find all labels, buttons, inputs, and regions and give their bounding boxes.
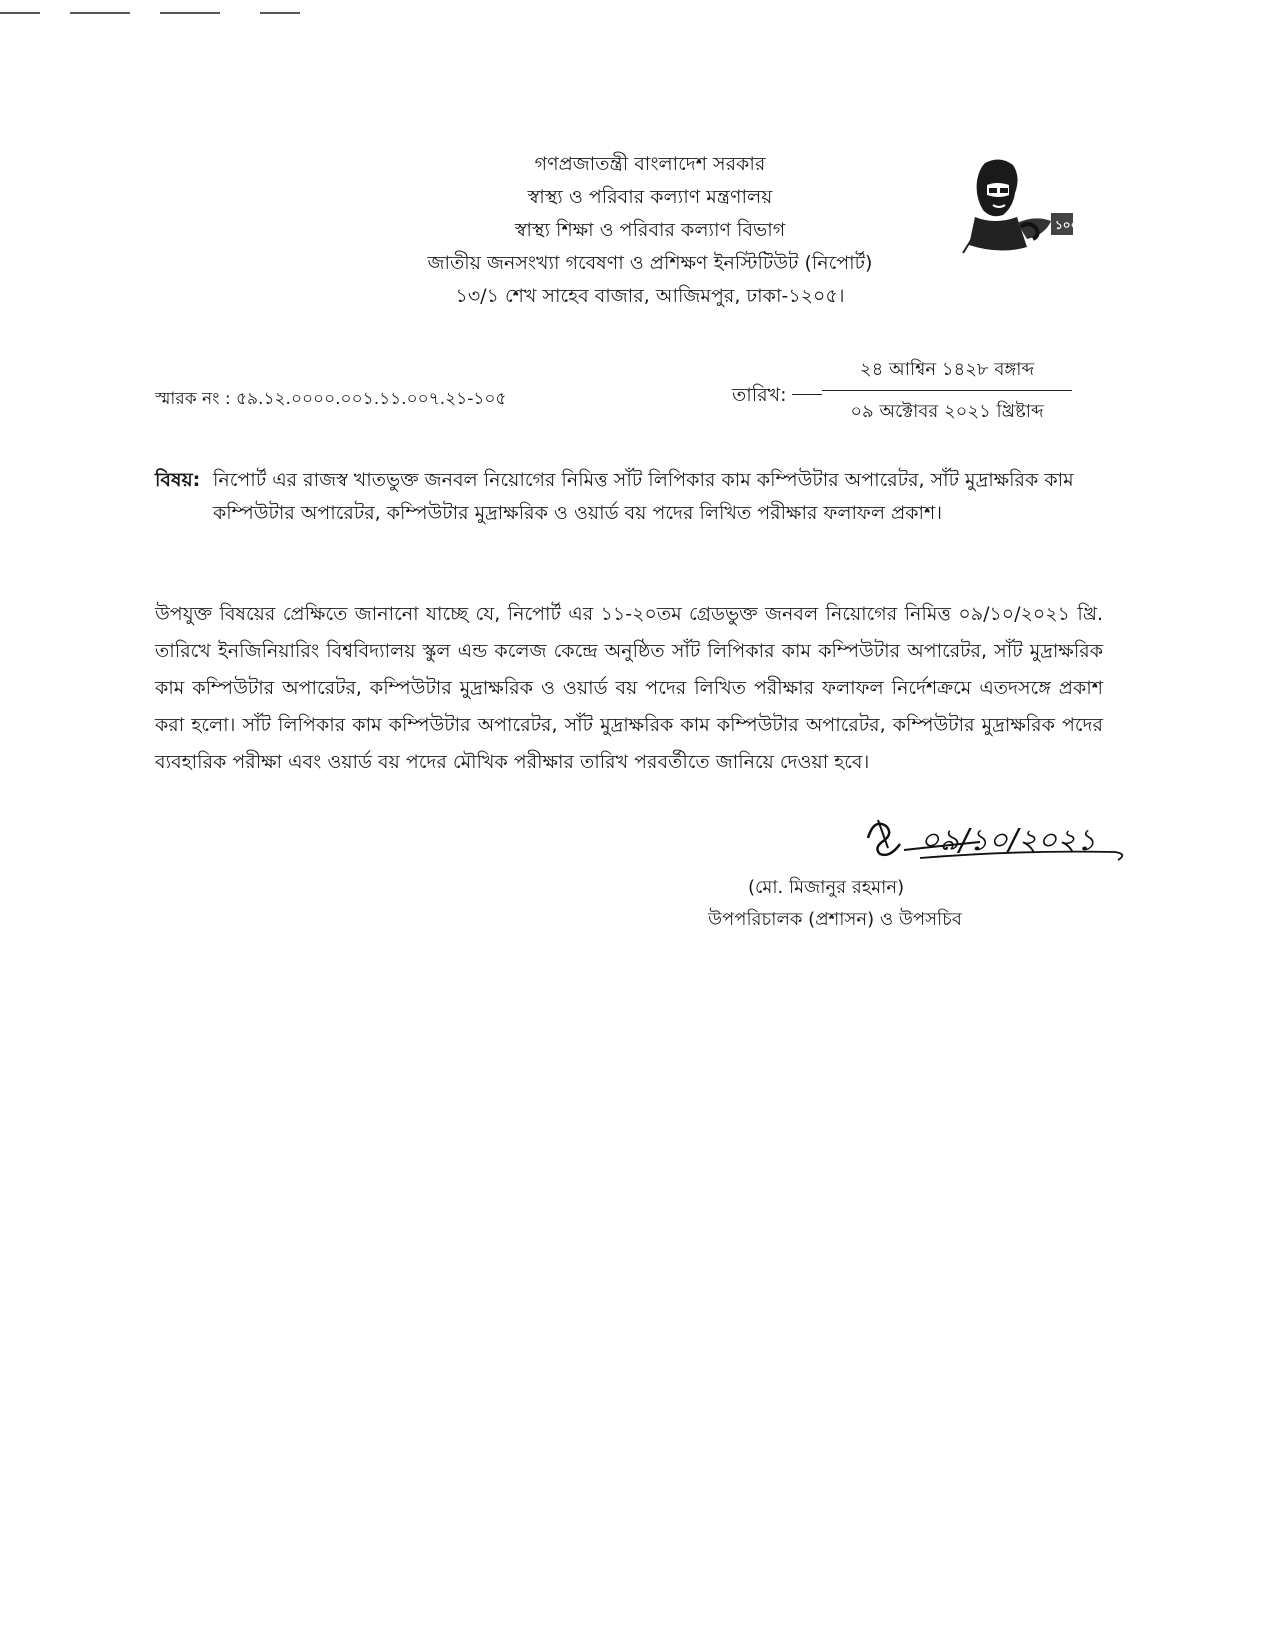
mujib-100-portrait-icon (955, 155, 1085, 260)
date-block (822, 355, 1072, 428)
date-gregorian: ০৯ অক্টোবর ২০২১ খ্রিষ্টাব্দ (850, 401, 1044, 422)
scan-edge-line-4 (260, 12, 300, 14)
letterhead-address: ১৩/১ শেখ সাহেব বাজার, আজিমপুর, ঢাকা-১২০৫। (455, 285, 845, 307)
signer-designation: উপপরিচালক (প্রশাসন) ও উপসচিব (708, 909, 962, 930)
date-bangla: ২৪ আশ্বিন ১৪২৮ বঙ্গাব্দ (822, 355, 1072, 391)
date-label: তারিখ: (732, 384, 787, 406)
subject-label: বিষয়: (155, 469, 201, 491)
letterhead-institute: জাতীয় জনসংখ্যা গবেষণা ও প্রশিক্ষণ ইনস্টিটিউট (নিপোর্ট) (427, 252, 873, 274)
scan-edge-line-3 (160, 12, 220, 14)
subject-text: নিপোর্ট এর রাজস্ব খাতভুক্ত জনবল নিয়োগের নিমিত্ত সাঁট লিপিকার কাম কম্পিউটার অপারেটর, সাঁট মুদ্রাক্ষরিক কাম কম্পিউটার অপারেটর, কম্পিউটার মুদ্রাক্ষরিক ও ওয়ার্ড বয় পদের লিখিত পরীক্ষার ফলাফল প্রকাশ। (213, 469, 1074, 524)
signer-block (708, 872, 1068, 936)
scan-edge-line-1 (0, 12, 40, 14)
signature-date: ০৯/১০/২০২১ (920, 823, 1097, 858)
subject-section (155, 464, 1080, 530)
memo-number: স্মারক নং : ৫৯.১২.০০০০.০০১.১১.০০৭.২১-১০৫ (155, 389, 507, 409)
letterhead-government: গণপ্রজাতন্ত্রী বাংলাদেশ সরকার (534, 153, 766, 175)
letterhead-division: স্বাস্থ্য শিক্ষা ও পরিবার কল্যাণ বিভাগ (514, 219, 786, 241)
svg-text:১০০: ১০০ (1055, 218, 1079, 232)
signer-name: (মো. মিজানুর রহমান) (748, 877, 905, 898)
date-connector-line (792, 394, 822, 395)
letterhead-ministry: স্বাস্থ্য ও পরিবার কল্যাণ মন্ত্রণালয় (527, 186, 773, 208)
letterhead (300, 148, 1000, 313)
body-paragraph: উপযুক্ত বিষয়ের প্রেক্ষিতে জানানো যাচ্ছে যে, নিপোর্ট এর ১১-২০তম গ্রেডভুক্ত জনবল নিয়োগের নিমিত্ত ০৯/১০/২০২১ খ্রি. তারিখে ইনজিনিয়ারিং বিশ্ববিদ্যালয় স্কুল এন্ড কলেজ কেন্দ্রে অনুষ্ঠিত সাঁট লিপিকার কাম কম্পিউটার অপারেটর, সাঁট মুদ্রাক্ষরিক কাম কম্পিউটার অপারেটর, কম্পিউটার মুদ্রাক্ষরিক ও ওয়ার্ড বয় পদের লিখিত পরীক্ষার ফলাফল নির্দেশক্রমে এতদসঙ্গে প্রকাশ করা হলো। সাঁট লিপিকার কাম কম্পিউটার অপারেটর, সাঁট মুদ্রাক্ষরিক কাম কম্পিউটার অপারেটর, কম্পিউটার মুদ্রাক্ষরিক পদের ব্যবহারিক পরীক্ষা এবং ওয়ার্ড বয় পদের মৌখিক পরীক্ষার তারিখ পরবর্তীতে জানিয়ে দেওয়া হবে। (155, 603, 1103, 773)
scan-edge-line-2 (70, 12, 130, 14)
